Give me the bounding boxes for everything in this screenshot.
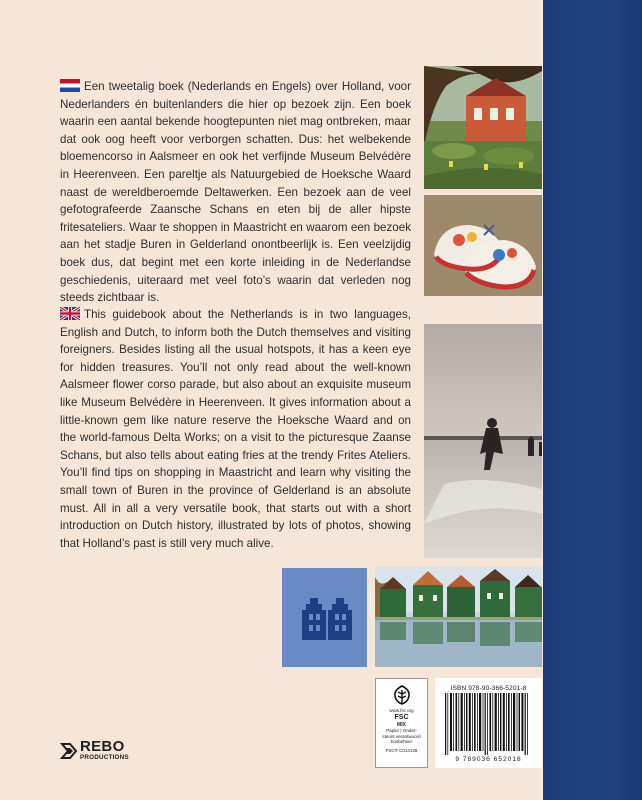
fsc-mix: MIX <box>397 721 406 728</box>
photo-clogs <box>424 195 542 296</box>
fsc-line-2: steunt verantwoord <box>382 733 421 739</box>
fsc-name: FSC <box>394 714 409 721</box>
fsc-tree-icon <box>390 684 414 706</box>
dutch-blurb-text: Een tweetalig boek (Nederlands en Engels) over Holland, voor Nederlanders én buitenlanders die hier op bezoek zijn. Een boek waarin een aantal bekende hoogtepunten niet mag ontbreken, maar dat ook oog heeft voor verborgen schatten. Dus: het welbekende bloemencorso in Aalsmeer en ook het verfijnde Museum Belvédère in Heerenveen. Een pareltje als Natuurgebied de Hoeksche Waard naast de wereldberoemde Deltawerken. Een bezoek aan de veel gefotografeerde Zaansche Schans en eten bij de aller hipste fritesateliers. Waar te shoppen in Maastricht en waarom een bezoek aan het stadje Buren in Gelderland onontbeerlijk is. Een veelzijdig boek dus, dat begint met een korte inleiding in de Nederlandse geschiedenis, uiteraard met veel foto’s waarin dat verleden nog steeds zichtbaar is. <box>60 80 411 305</box>
united-kingdom-flag-icon <box>60 307 80 320</box>
fsc-site: www.fsc.org <box>389 707 414 713</box>
barcode-digits: 9 789036 652018 <box>455 756 522 763</box>
isbn-number: ISBN 978-90-366-5201-8 <box>450 685 527 692</box>
photo-ice-skaters <box>424 324 542 558</box>
english-blurb-text: This guidebook about the Netherlands is in two languages, English and Dutch, to inform both the Dutch themselves and visiting foreigners. Besides listing all the usual hotspots, it has a keen eye for hidden treasures. You’ll not only read about the well-known Aalsmeer flower corso parade, but also about an exquisite museum like Museum Belvédère in Heerenveen. It gives information about a little-known gem like nature reserve the Hoeksche Waard and on the world-famous Delta Works; on a visit to the picturesque Zaanse Schans, but also tells about eating fries at the trendy Frites Ateliers. You’ll find tips on shopping in Maastricht and learn why visiting the small town of Buren in the province of Gelderland is an absolute must. All in all a very versatile book, that starts out with a short introduction on Dutch history, illustrated by lots of photos, showing that Holland’s past is still very much alive. <box>60 308 411 550</box>
photo-gabled-house-garden <box>424 66 542 189</box>
fsc-line-1: Papier | Onder- <box>386 728 417 733</box>
fsc-label <box>375 678 428 768</box>
gabled-houses-icon <box>282 568 367 667</box>
blue-spine-band <box>543 0 642 800</box>
publisher-name: REBO <box>80 738 125 755</box>
isbn-barcode <box>435 678 542 768</box>
rebo-mark-icon <box>60 740 78 762</box>
netherlands-flag-icon <box>60 79 80 92</box>
fsc-line-3: bosbeheer <box>390 739 413 744</box>
dutch-houses-tile <box>282 568 367 667</box>
english-blurb <box>60 306 411 552</box>
dutch-blurb <box>60 78 411 307</box>
barcode-icon <box>435 693 542 757</box>
publisher-sub: PRODUCTIONS <box>80 754 129 761</box>
fsc-code: FSC® C014138 <box>385 747 418 753</box>
rebo-productions-logo <box>60 738 150 764</box>
photo-zaanse-schans-houses <box>375 567 542 667</box>
